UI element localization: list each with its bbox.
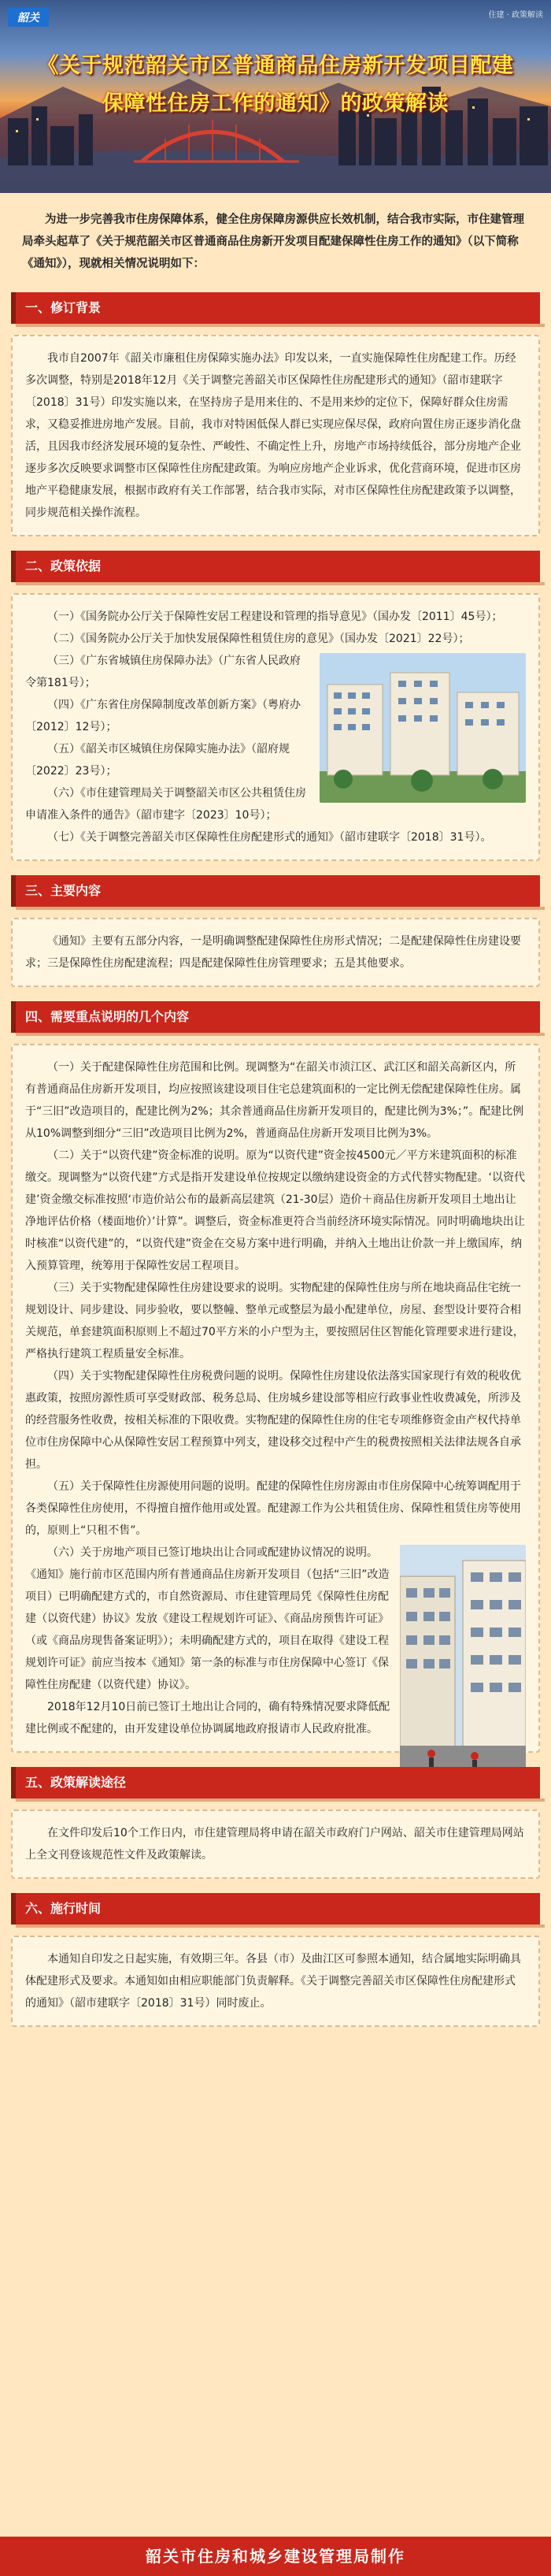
key-point-paragraph: （六）关于房地产项目已签订地块出让合同或配建协议情况的说明。《通知》施行前市区范围内所有普通商品住房新开发项目（包括“三旧”改造项目）已明确配建方式的，市自然资源局、市住建管理局凭《保障性住房配建（以资代建）协议》发放《建设工程规划许可证》、《商品房预售许可证》（或《商品房现售备案证明》）；未明确配建方式的，项目在取得《建设工程规划许可证》前应当按本《通知》第一条的标准与市住房保障中心签订《保障性住房配建（以资代建）协议》。 xyxy=(25,1546,390,1691)
section-1-heading xyxy=(11,292,540,327)
brand-logo-mark: 韶关 xyxy=(8,8,49,27)
intro-paragraph: 为进一步完善我市住房保障体系，健全住房保障房源供应长效机制，结合我市实际，市住建管理局牵头起草了《关于规范韶关市区普通商品住房新开发项目配建保障性住房工作的通知》（以下简称《通知》），现就相关情况说明如下： xyxy=(22,213,524,270)
page-title xyxy=(0,47,551,123)
basis-item: （四）《广东省住房保障制度改革创新方案》（粤府办〔2012〕12号）； xyxy=(25,699,301,733)
section-2-heading xyxy=(11,551,540,585)
section-2-title: 二、政策依据 xyxy=(25,559,102,573)
key-point-paragraph: 2018年12月10日前已签订土地出让合同的，确有特殊情况要求降低配建比例或不配建的，由开发建设单位协调属地政府报请市人民政府批准。 xyxy=(25,1701,390,1735)
section-5-panel xyxy=(11,1810,540,1879)
section-3-paragraph: 《通知》主要有五部分内容，一是明确调整配建保障性住房形式情况；二是配建保障性住房建设要求；三是保障性住房配建流程；四是配建保障性住房管理要求；五是其他要求。 xyxy=(25,935,521,970)
section-1-paragraph: 我市自2007年《韶关市廉租住房保障实施办法》印发以来，一直实施保障性住房配建工作。历经多次调整，特别是2018年12月《关于调整完善韶关市区保障性住房配建形式的通知》（韶市建联字〔2018〕31号）印发实施以来，在坚持房子是用来住的、不是用来炒的定位下，保障好群众住房需求，又稳妥推进房地产发展。目前，我市对特困低保人群已实现应保尽保，政府向置住房正逐步消化盘活，且因我市经济发展环境的复杂性、严峻性、不确定性上升，房地产市场持续低谷，部分房地产企业逐步多次反映要求调整市区保障性住房配建政策。为响应房地产企业诉求，优化营商环境，促进市区房地产平稳健康发展，根据市政府有关工作部署，结合我市实际，对市区保障性住房配建政策予以调整，同步规范相关操作流程。 xyxy=(25,352,521,519)
section-6-title: 六、施行时间 xyxy=(25,1901,102,1916)
basis-item: （二）《国务院办公厅关于加快发展保障性租赁住房的意见》（国办发〔2021〕22号）； xyxy=(47,633,470,645)
hero-banner xyxy=(0,0,551,193)
section-4-title: 四、需要重点说明的几个内容 xyxy=(25,1009,190,1024)
residential-street-image xyxy=(400,1545,526,1781)
basis-item: （六）《市住建管理局关于调整韶关市区公共租赁住房申请准入条件的通告》（韶市建字〔2023〕10号）； xyxy=(25,787,306,822)
housing-estate-image xyxy=(320,653,526,803)
section-6-paragraph: 本通知自印发之日起实施，有效期三年。各县（市）及曲江区可参照本通知，结合属地实际明确具体配建形式及要求。本通知如由相应职能部门负责解释。《关于调整完善韶关市区保障性住房配建形式的通知》（韶市建联字〔2018〕31号）同时废止。 xyxy=(25,1953,521,2010)
footer-banner: 韶关市住房和城乡建设管理局制作 xyxy=(0,2537,551,2576)
basis-item: （三）《广东省城镇住房保障办法》（广东省人民政府令第181号）； xyxy=(25,655,301,689)
key-point-paragraph: （五）关于保障性住房源使用问题的说明。配建的保障性住房房源由市住房保障中心统筹调配用于各类保障性住房使用，不得擅自擅作他用或处置。配建源工作为公共租赁住房、保障性租赁住房等使用的，原则上“只租不售”。 xyxy=(25,1480,521,1537)
section-4-heading xyxy=(11,1001,540,1036)
section-6-panel xyxy=(11,1936,540,2027)
section-3-title: 三、主要内容 xyxy=(25,883,102,898)
basis-item: （七）《关于调整完善韶关市区保障性住房配建形式的通知》（韶市建联字〔2018〕31号）。 xyxy=(47,831,492,844)
key-point-paragraph: （一）关于配建保障性住房范围和比例。现调整为“在韶关市浈江区、武江区和韶关高新区内，所有普通商品住房新开发项目，均应按照该建设项目住宅总建筑面积的一定比例无偿配建保障性住房。属于“三旧”改造项目的，配建比例为2%；其余普通商品住房新开发项目的，配建比例为3%；”。配建比例从10%调整到细分“三旧”改造项目比例为2%，普通商品住房新开发项目比例为3%。 xyxy=(25,1061,524,1140)
key-point-paragraph: （二）关于“以资代建”资金标准的说明。原为“以资代建”资金按4500元／平方米建筑面积的标准缴交。现调整为“以资代建”方式是指开发建设单位按规定以缴纳建设资金的方式代替实物配建。‘以资代建’资金缴交标准按照‘市造价站公布的最新高层建筑（21-30层）造价＋商品住房新开发项目土地出让净地评估价格（楼面地价）’计算”。调整后，资金标准更符合当前经济环境实际情况。同时明确地块出让时核准“以资代建”的，“以资代建”资金在交易方案中进行明确，并纳入土地出让价款一并上缴国库，纳入预算管理，统筹用于保障性安居工程项目。 xyxy=(25,1149,525,1272)
key-point-paragraph: （三）关于实物配建保障性住房建设要求的说明。实物配建的保障性住房与所在地块商品住宅统一规划设计、同步建设、同步验收，要以整幢、整单元或整层为最小配建单位，房屋、套型设计要符合相关规范，单套建筑面积原则上不超过70平方米的小户型为主，要按照居住区智能化管理要求进行建设，严格执行建筑工程质量安全标准。 xyxy=(25,1282,524,1360)
section-5-paragraph: 在文件印发后10个工作日内，市住建管理局将申请在韶关市政府门户网站、韶关市住建管理局网站上全文刊登该规范性文件及政策解读。 xyxy=(25,1827,524,1861)
brand-subtitle: 住建 · 政策解读 xyxy=(488,11,543,20)
section-3-panel xyxy=(11,918,540,987)
page-title-line2: 保障性住房工作的通知》的政策解读 xyxy=(102,91,449,116)
brand-logo xyxy=(8,8,49,27)
section-5-heading xyxy=(11,1767,540,1802)
basis-item: （一）《国务院办公厅关于保障性安居工程建设和管理的指导意见》（国办发〔2011〕45号）； xyxy=(47,611,503,623)
section-3-heading xyxy=(11,875,540,910)
housing-photo xyxy=(320,653,526,803)
street-photo xyxy=(400,1545,526,1781)
section-5-title: 五、政策解读途径 xyxy=(25,1775,127,1790)
article-body xyxy=(0,193,551,2544)
section-6-heading xyxy=(11,1893,540,1928)
page-title-line1: 《关于规范韶关市区普通商品住房新开发项目配建 xyxy=(37,54,514,78)
section-2-panel xyxy=(11,593,540,861)
section-1-title: 一、修订背景 xyxy=(25,300,102,315)
key-point-paragraph: （四）关于实物配建保障性住房税费问题的说明。保障性住房建设依法落实国家现行有效的税收优惠政策，按照房源性质可享受财政部、税务总局、住房城乡建设部等相应行政事业性收费减免，所涉及的经营服务性收费，按相关标准的下限收费。实物配建的保障性住房的住宅专项维修资金由产权代持单位市住房保障中心从保障性安居工程预算中列支，建设移交过程中产生的税费按照相关法律法规各自承担。 xyxy=(25,1370,521,1471)
basis-item: （五）《韶关市区城镇住房保障实施办法》（韶府规〔2022〕23号）； xyxy=(25,743,290,778)
section-1-panel xyxy=(11,335,540,536)
section-4-panel xyxy=(11,1044,540,1753)
